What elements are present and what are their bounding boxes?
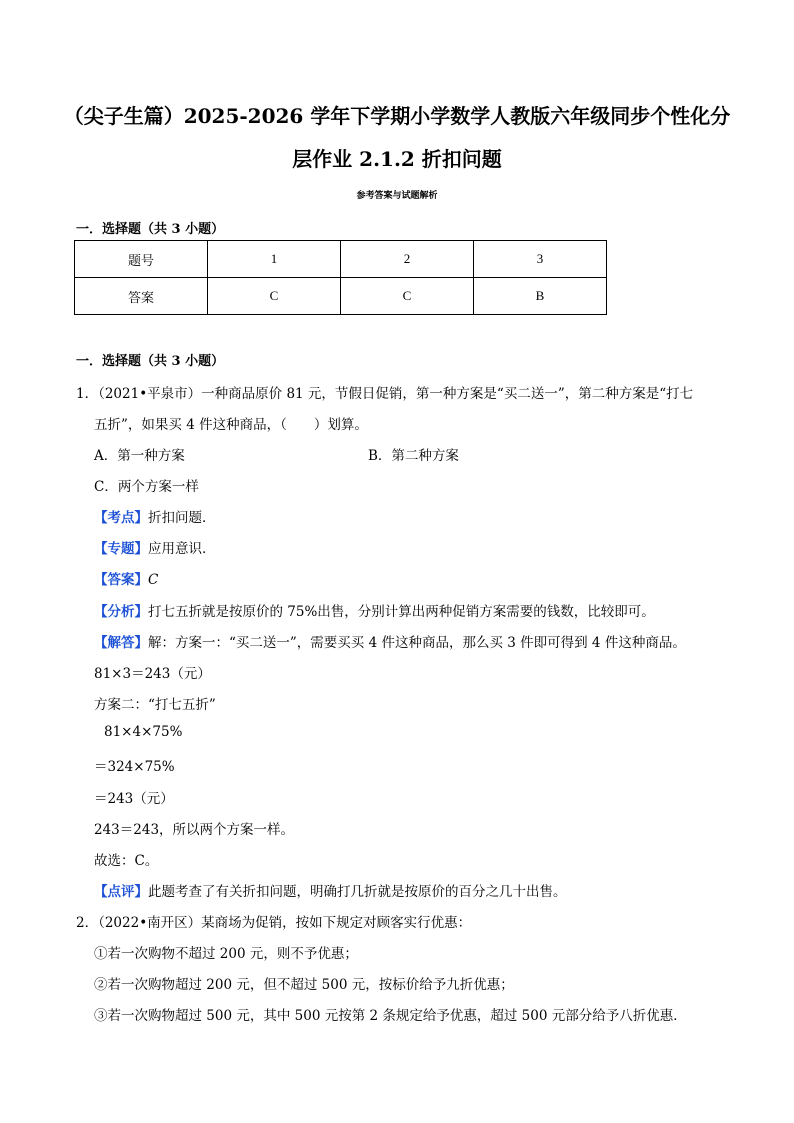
table-row [75,278,607,315]
q1-choose: 故选：C。 [94,853,159,869]
title-line-2: 层作业 2.1.2 折扣问题 [292,147,502,171]
jieda-tag: 【解答】 [94,635,148,651]
answer-text: C [148,572,159,588]
q2-stem: 2．（2022•南开区）某商场为促销，按如下规定对顾客实行优惠： [76,915,472,931]
q1-kaodian [94,506,216,526]
dianping-text: 此题考查了有关折扣问题，明确打几折就是按原价的百分之几十出售。 [148,884,567,900]
q2-rule-1: ①若一次购物不超过 200 元，则不予优惠； [94,946,358,962]
q1-zhuanti [94,537,216,557]
q1-calc-4: ＝243（元） [94,791,174,807]
q1-fenxi [94,600,655,620]
table-cell: C [208,278,341,315]
answer-tag: 【答案】 [94,572,148,588]
zhuanti-text: 应用意识． [148,541,216,557]
q1-dianping [94,880,567,900]
q1-calc-2: 81×4×75% [104,724,183,740]
title-line-1: （尖子生篇）2025-2026 学年下学期小学数学人教版六年级同步个性化分 [63,104,731,128]
q1-calc-1: 81×3＝243（元） [94,666,211,682]
kaodian-tag: 【考点】 [94,510,148,526]
section-heading-questions: 一．选择题（共 3 小题） [76,354,225,369]
table-cell: 题号 [75,241,208,278]
q1-option-a: A．第一种方案 [94,448,185,464]
q1-jieda [94,631,686,651]
jieda-text: 解：方案一：“买二送一”，需要买买 4 件这种商品，那么买 3 件即可得到 4 件这种商品。 [148,635,686,651]
table-cell: 2 [341,241,474,278]
q2-rule-3: ③若一次购物超过 500 元，其中 500 元按第 2 条规定给予优惠，超过 500 元部分给予八折优惠． [94,1008,687,1024]
q1-conclusion: 243＝243，所以两个方案一样。 [94,822,295,838]
table-cell: 3 [474,241,607,278]
section-heading-answers: 一．选择题（共 3 小题） [76,222,225,237]
fenxi-tag: 【分析】 [94,604,148,620]
dianping-tag: 【点评】 [94,884,148,900]
table-row [75,241,607,278]
q1-plan-2: 方案二：“打七五折” [94,697,216,713]
table-cell: C [341,278,474,315]
q2-rule-2: ②若一次购物超过 200 元，但不超过 500 元，按标价给予九折优惠； [94,977,514,993]
table-cell: 答案 [75,278,208,315]
q1-stem-line-2: 五折”，如果买 4 件这种商品，（ ）划算。 [94,417,368,433]
answer-table [74,240,607,315]
fenxi-text: 打七五折就是按原价的 75%出售，分别计算出两种促销方案需要的钱数，比较即可。 [148,604,655,620]
table-cell: 1 [208,241,341,278]
q1-option-b: B．第二种方案 [368,448,459,464]
document-subtitle: 参考答案与试题解析 [356,191,438,201]
q1-option-c: C．两个方案一样 [94,479,199,495]
document-title [60,95,734,181]
zhuanti-tag: 【专题】 [94,541,148,557]
q1-stem-line-1: 1．（2021•平泉市）一种商品原价 81 元，节假日促销，第一种方案是“买二送一”，第二种方案是“打七 [76,386,694,402]
q1-calc-3: ＝324×75% [94,759,175,775]
q1-answer [94,568,158,588]
table-cell: B [474,278,607,315]
kaodian-text: 折扣问题． [148,510,216,526]
